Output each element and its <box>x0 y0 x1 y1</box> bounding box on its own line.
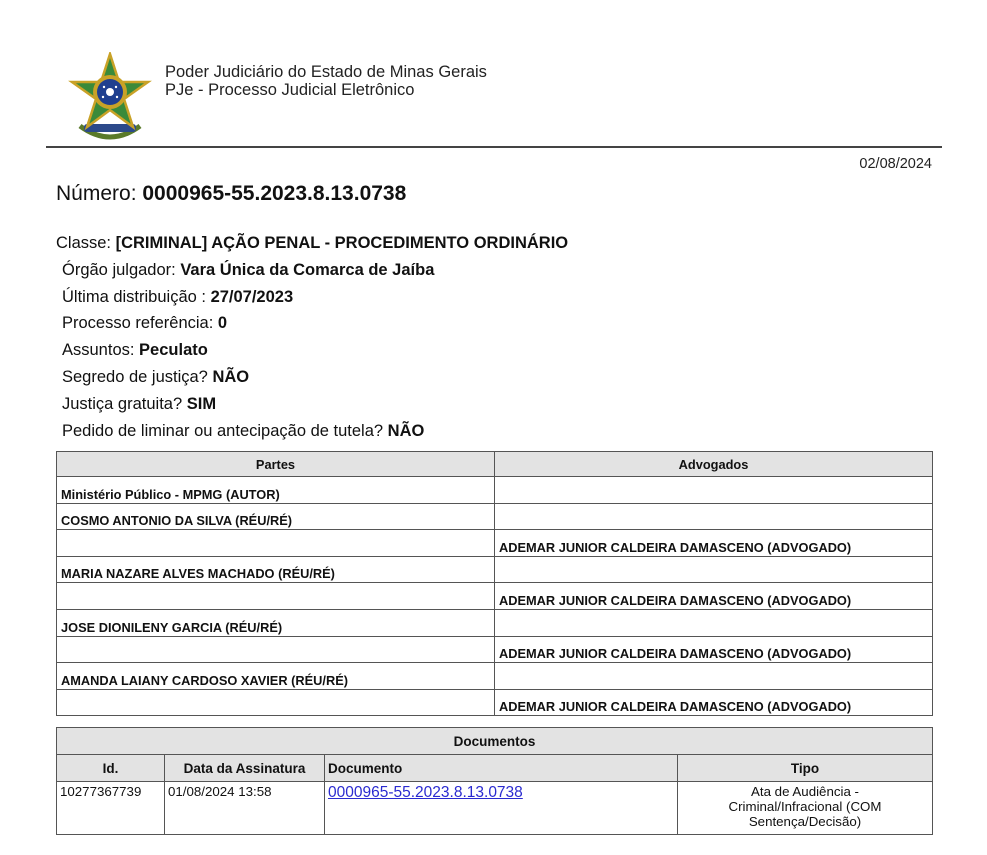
field-justica-gratuita: Justiça gratuita? SIM <box>62 394 217 413</box>
document-type-line: Criminal/Infracional (COM <box>728 799 882 814</box>
field-pedido-liminar: Pedido de liminar ou antecipação de tutela? NÃO <box>62 421 425 440</box>
table-row <box>57 689 933 716</box>
advogado-cell: ADEMAR JUNIOR CALDEIRA DAMASCENO (ADVOGADO) <box>495 583 933 610</box>
table-row <box>57 583 933 610</box>
table-row <box>57 609 933 636</box>
document-type-line: Sentença/Decisão) <box>748 814 862 829</box>
system-name: PJe - Processo Judicial Eletrônico <box>165 81 415 99</box>
advogado-cell <box>495 663 933 690</box>
data-assinatura-column-header: Data da Assinatura <box>165 755 325 782</box>
parte-cell <box>57 689 495 716</box>
tipo-column-header: Tipo <box>678 755 933 782</box>
document-cell <box>325 782 678 835</box>
parte-cell: JOSE DIONILENY GARCIA (RÉU/RÉ) <box>57 609 495 636</box>
document-type-line: Ata de Audiência - <box>751 784 859 799</box>
documentos-title-row <box>57 728 933 755</box>
table-row <box>57 530 933 557</box>
document-type <box>678 782 933 835</box>
process-number-label: Número: <box>56 182 137 205</box>
documento-column-header: Documento <box>325 755 678 782</box>
documentos-title: Documentos <box>57 728 933 755</box>
advogados-column-header: Advogados <box>495 452 933 477</box>
organization-header <box>165 63 487 99</box>
table-row <box>57 503 933 530</box>
partes-column-header: Partes <box>57 452 495 477</box>
table-row <box>57 556 933 583</box>
advogado-cell <box>495 503 933 530</box>
advogado-cell: ADEMAR JUNIOR CALDEIRA DAMASCENO (ADVOGADO) <box>495 689 933 716</box>
advogado-cell <box>495 477 933 504</box>
documentos-header-row <box>57 755 933 782</box>
brazil-coat-of-arms-icon <box>66 52 154 144</box>
process-number-value: 0000965-55.2023.8.13.0738 <box>142 182 407 205</box>
field-segredo-justica: Segredo de justiça? NÃO <box>62 367 250 386</box>
header-divider <box>46 146 942 148</box>
parte-cell <box>57 530 495 557</box>
parte-cell <box>57 583 495 610</box>
parte-cell: Ministério Público - MPMG (AUTOR) <box>57 477 495 504</box>
field-classe: Classe: [CRIMINAL] AÇÃO PENAL - PROCEDIMENTO ORDINÁRIO <box>56 234 569 252</box>
partes-table <box>56 451 933 716</box>
document-date: 02/08/2024 <box>859 156 932 172</box>
process-fields <box>56 230 568 444</box>
partes-header-row <box>57 452 933 477</box>
parte-cell: MARIA NAZARE ALVES MACHADO (RÉU/RÉ) <box>57 556 495 583</box>
table-row <box>57 782 933 835</box>
parte-cell: COSMO ANTONIO DA SILVA (RÉU/RÉ) <box>57 503 495 530</box>
field-ultima-distribuicao: Última distribuição : 27/07/2023 <box>62 287 294 306</box>
advogado-cell: ADEMAR JUNIOR CALDEIRA DAMASCENO (ADVOGADO) <box>495 636 933 663</box>
document-signature-date: 01/08/2024 13:58 <box>165 782 325 835</box>
documentos-table <box>56 727 933 835</box>
document-id: 10277367739 <box>57 782 165 835</box>
parte-cell: AMANDA LAIANY CARDOSO XAVIER (RÉU/RÉ) <box>57 663 495 690</box>
field-orgao-julgador: Órgão julgador: Vara Única da Comarca de Jaíba <box>62 260 435 279</box>
document-link[interactable]: 0000965-55.2023.8.13.0738 <box>328 784 523 801</box>
field-processo-referencia: Processo referência: 0 <box>62 314 228 333</box>
advogado-cell <box>495 556 933 583</box>
org-name: Poder Judiciário do Estado de Minas Gerais <box>165 63 487 81</box>
table-row <box>57 477 933 504</box>
advogado-cell <box>495 609 933 636</box>
field-assuntos: Assuntos: Peculato <box>62 341 208 360</box>
process-number <box>56 182 406 206</box>
advogado-cell: ADEMAR JUNIOR CALDEIRA DAMASCENO (ADVOGADO) <box>495 530 933 557</box>
table-row <box>57 636 933 663</box>
parte-cell <box>57 636 495 663</box>
id-column-header: Id. <box>57 755 165 782</box>
table-row <box>57 663 933 690</box>
